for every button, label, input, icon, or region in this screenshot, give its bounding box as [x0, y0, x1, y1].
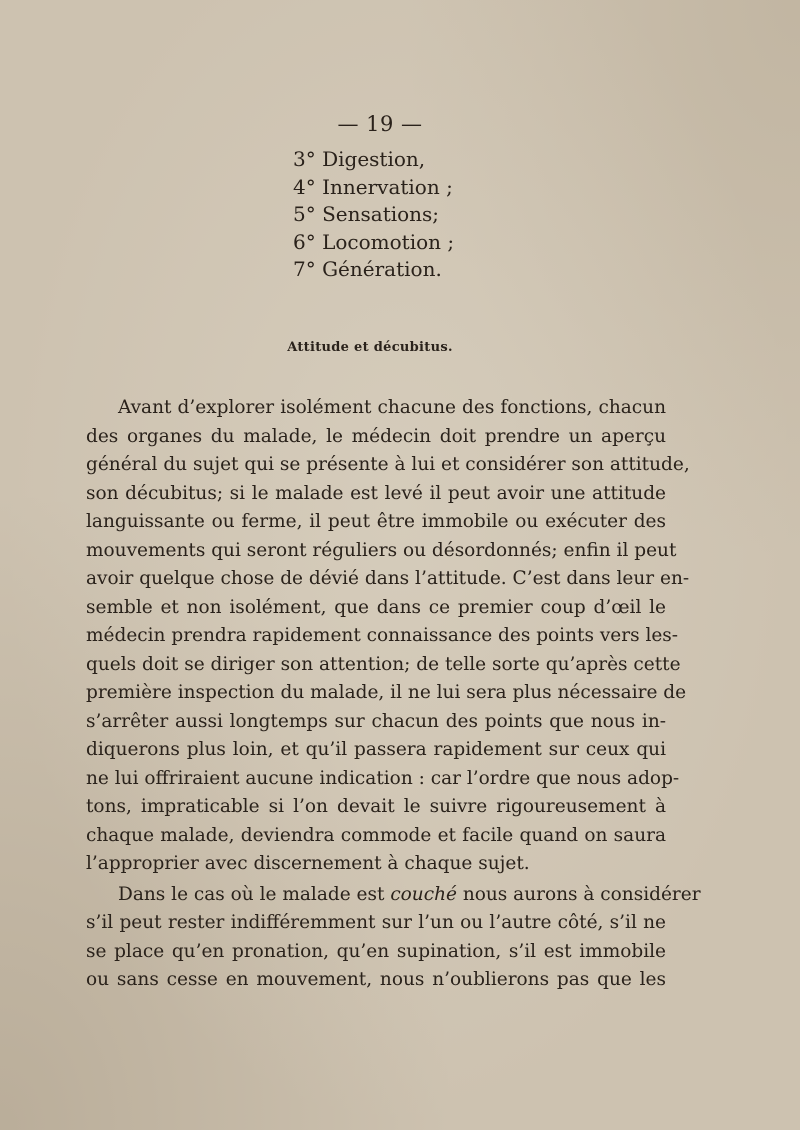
text-line: s’arrêter aussi longtemps sur chacun des points que nous in-	[86, 710, 666, 732]
list-item: 5° Sensations;	[293, 202, 440, 226]
text-line: son décubitus; si le malade est levé il peut avoir une attitude	[86, 482, 666, 504]
text-line: quels doit se diriger son attention; de telle sorte qu’après cette	[86, 653, 681, 675]
text-line: Avant d’explorer isolément chacune des fonctions, chacun	[118, 397, 666, 418]
text-segment: Dans le cas où le malade est	[118, 883, 385, 905]
italic-word: couché	[390, 883, 457, 905]
text-line: se place qu’en pronation, qu’en supination, s’il est immobile	[86, 940, 666, 962]
text-line: diquerons plus loin, et qu’il passera rapidement sur ceux qui	[86, 739, 666, 760]
paragraph-2	[86, 881, 701, 995]
functions-list	[293, 146, 454, 284]
text-line: avoir quelque chose de dévié dans l’attitude. C’est dans leur en-	[86, 568, 690, 589]
section-title: Attitude et décubitus.	[287, 340, 453, 355]
text-line: semble et non isolément, que dans ce premier coup d’œil le	[86, 596, 666, 618]
text-line	[86, 881, 701, 910]
list-item: 3° Digestion,	[293, 147, 426, 171]
text-line: l’approprier avec discernement à chaque sujet.	[86, 853, 530, 874]
text-line: ou sans cesse en mouvement, nous n’oublierons pas que les	[86, 969, 666, 990]
text-line: mouvements qui seront réguliers ou désordonnés; enfin il peut	[86, 539, 677, 561]
text-segment: nous aurons à considérer	[462, 883, 701, 905]
text-line: première inspection du malade, il ne lui sera plus nécessaire de	[86, 682, 687, 703]
list-item: 7° Génération.	[293, 257, 442, 281]
text-line: ne lui offriraient aucune indication : car l’ordre que nous adop-	[86, 767, 680, 789]
list-item: 6° Locomotion ;	[293, 229, 455, 254]
text-line: médecin prendra rapidement connaissance des points vers les-	[86, 625, 679, 646]
text-line: chaque malade, deviendra commode et facile quand on saura	[86, 824, 666, 846]
page-number: — 19 —	[337, 112, 423, 136]
list-item: 4° Innervation ;	[293, 174, 453, 199]
paragraph-1	[86, 394, 690, 879]
text-line: général du sujet qui se présente à lui et considérer son attitude,	[86, 454, 690, 475]
body-text	[86, 394, 701, 995]
text-line: des organes du malade, le médecin doit prendre un aperçu	[86, 425, 666, 447]
text-line: languissante ou ferme, il peut être immobile ou exécuter des	[86, 511, 666, 532]
text-line: tons, impraticable si l’on devait le suivre rigoureusement à	[86, 796, 666, 817]
text-line: s’il peut rester indifféremment sur l’un ou l’autre côté, s’il ne	[86, 912, 666, 933]
